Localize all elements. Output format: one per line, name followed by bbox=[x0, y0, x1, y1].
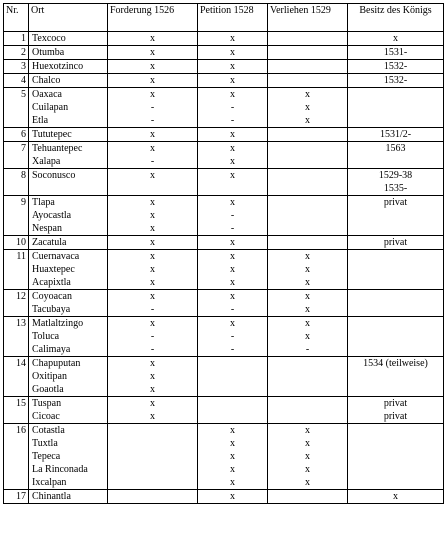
cell-forderung: x bbox=[108, 209, 198, 222]
cell-verliehen: x bbox=[268, 437, 348, 450]
header-verliehen: Verliehen 1529 bbox=[268, 4, 348, 32]
table-row bbox=[4, 114, 444, 128]
cell-petition: x bbox=[198, 490, 268, 504]
cell-ort: Coyoacan bbox=[29, 290, 108, 304]
table-row bbox=[4, 276, 444, 290]
cell-verliehen bbox=[268, 397, 348, 411]
cell-verliehen bbox=[268, 357, 348, 371]
table-row bbox=[4, 383, 444, 397]
cell-petition: x bbox=[198, 32, 268, 46]
cell-verliehen: x bbox=[268, 101, 348, 114]
cell-verliehen: x bbox=[268, 114, 348, 128]
cell-verliehen: x bbox=[268, 290, 348, 304]
table-row bbox=[4, 88, 444, 102]
cell-petition: - bbox=[198, 222, 268, 236]
cell-verliehen bbox=[268, 196, 348, 210]
cell-verliehen: x bbox=[268, 450, 348, 463]
table-row bbox=[4, 343, 444, 357]
cell-forderung bbox=[108, 182, 198, 196]
cell-ort: Cicoac bbox=[29, 410, 108, 424]
cell-besitz: privat bbox=[348, 397, 444, 411]
cell-petition: - bbox=[198, 209, 268, 222]
cell-nr: 5 bbox=[4, 88, 29, 102]
cell-forderung: x bbox=[108, 383, 198, 397]
cell-besitz bbox=[348, 424, 444, 438]
cell-forderung: x bbox=[108, 370, 198, 383]
table-row bbox=[4, 128, 444, 142]
cell-forderung: x bbox=[108, 250, 198, 264]
cell-ort: Huaxtepec bbox=[29, 263, 108, 276]
cell-besitz bbox=[348, 290, 444, 304]
table-row bbox=[4, 250, 444, 264]
cell-verliehen bbox=[268, 209, 348, 222]
cell-nr bbox=[4, 343, 29, 357]
cell-besitz: 1531/2- bbox=[348, 128, 444, 142]
table-row bbox=[4, 397, 444, 411]
cell-nr bbox=[4, 276, 29, 290]
cell-forderung: - bbox=[108, 343, 198, 357]
cell-verliehen: x bbox=[268, 317, 348, 331]
header-nr: Nr. bbox=[4, 4, 29, 32]
cell-petition: x bbox=[198, 74, 268, 88]
cell-ort: Tututepec bbox=[29, 128, 108, 142]
cell-besitz: privat bbox=[348, 236, 444, 250]
cell-petition bbox=[198, 182, 268, 196]
table-row bbox=[4, 290, 444, 304]
cell-verliehen: x bbox=[268, 463, 348, 476]
cell-verliehen bbox=[268, 60, 348, 74]
cell-verliehen: - bbox=[268, 343, 348, 357]
cell-nr bbox=[4, 114, 29, 128]
cell-verliehen bbox=[268, 155, 348, 169]
cell-nr: 2 bbox=[4, 46, 29, 60]
cell-nr: 9 bbox=[4, 196, 29, 210]
cell-petition: - bbox=[198, 114, 268, 128]
cell-nr bbox=[4, 330, 29, 343]
cell-forderung bbox=[108, 476, 198, 490]
cell-nr: 6 bbox=[4, 128, 29, 142]
table-row bbox=[4, 236, 444, 250]
cell-ort: Tepeca bbox=[29, 450, 108, 463]
table-row bbox=[4, 142, 444, 156]
cell-besitz bbox=[348, 155, 444, 169]
cell-nr: 17 bbox=[4, 490, 29, 504]
cell-verliehen bbox=[268, 169, 348, 183]
cell-forderung: x bbox=[108, 60, 198, 74]
cell-besitz bbox=[348, 114, 444, 128]
cell-petition: - bbox=[198, 303, 268, 317]
cell-ort: Otumba bbox=[29, 46, 108, 60]
cell-besitz bbox=[348, 250, 444, 264]
cell-petition: - bbox=[198, 330, 268, 343]
cell-besitz bbox=[348, 450, 444, 463]
cell-ort: Tacubaya bbox=[29, 303, 108, 317]
cell-ort bbox=[29, 182, 108, 196]
cell-besitz: 1532- bbox=[348, 60, 444, 74]
cell-nr bbox=[4, 222, 29, 236]
table-row bbox=[4, 424, 444, 438]
cell-besitz: x bbox=[348, 32, 444, 46]
cell-ort: Ayocastla bbox=[29, 209, 108, 222]
table-row bbox=[4, 330, 444, 343]
cell-ort: Matlaltzingo bbox=[29, 317, 108, 331]
table-body bbox=[4, 32, 444, 504]
cell-petition: x bbox=[198, 88, 268, 102]
cell-petition: x bbox=[198, 276, 268, 290]
cell-besitz bbox=[348, 276, 444, 290]
cell-forderung: x bbox=[108, 142, 198, 156]
table-row bbox=[4, 46, 444, 60]
cell-nr: 15 bbox=[4, 397, 29, 411]
cell-petition: x bbox=[198, 46, 268, 60]
cell-petition: x bbox=[198, 60, 268, 74]
cell-ort: Tlapa bbox=[29, 196, 108, 210]
cell-forderung: x bbox=[108, 357, 198, 371]
cell-forderung: x bbox=[108, 317, 198, 331]
cell-petition: x bbox=[198, 155, 268, 169]
cell-verliehen: x bbox=[268, 276, 348, 290]
cell-verliehen bbox=[268, 370, 348, 383]
cell-verliehen bbox=[268, 182, 348, 196]
cell-forderung: x bbox=[108, 263, 198, 276]
cell-ort: Tehuantepec bbox=[29, 142, 108, 156]
cell-forderung: x bbox=[108, 410, 198, 424]
cell-petition: x bbox=[198, 476, 268, 490]
table-row bbox=[4, 101, 444, 114]
cell-forderung: - bbox=[108, 101, 198, 114]
cell-verliehen bbox=[268, 32, 348, 46]
cell-verliehen bbox=[268, 128, 348, 142]
cell-forderung: x bbox=[108, 88, 198, 102]
cell-nr bbox=[4, 263, 29, 276]
cell-petition bbox=[198, 397, 268, 411]
cell-nr bbox=[4, 182, 29, 196]
cell-verliehen: x bbox=[268, 476, 348, 490]
cell-forderung: x bbox=[108, 32, 198, 46]
cell-verliehen bbox=[268, 46, 348, 60]
cell-ort: Oaxaca bbox=[29, 88, 108, 102]
table-row bbox=[4, 317, 444, 331]
cell-besitz bbox=[348, 222, 444, 236]
cell-ort: Tuspan bbox=[29, 397, 108, 411]
cell-forderung: - bbox=[108, 114, 198, 128]
cell-ort: Xalapa bbox=[29, 155, 108, 169]
cell-nr bbox=[4, 303, 29, 317]
cell-nr: 1 bbox=[4, 32, 29, 46]
cell-petition: - bbox=[198, 343, 268, 357]
cell-ort: La Rinconada bbox=[29, 463, 108, 476]
cell-petition bbox=[198, 383, 268, 397]
cell-ort: Zacatula bbox=[29, 236, 108, 250]
cell-ort: Chinantla bbox=[29, 490, 108, 504]
cell-ort: Chalco bbox=[29, 74, 108, 88]
cell-besitz bbox=[348, 317, 444, 331]
cell-petition: x bbox=[198, 128, 268, 142]
cell-besitz: 1535- bbox=[348, 182, 444, 196]
cell-nr bbox=[4, 370, 29, 383]
cell-besitz bbox=[348, 303, 444, 317]
table-row bbox=[4, 32, 444, 46]
cell-nr: 7 bbox=[4, 142, 29, 156]
cell-forderung: x bbox=[108, 169, 198, 183]
cell-forderung bbox=[108, 424, 198, 438]
cell-besitz bbox=[348, 263, 444, 276]
cell-verliehen: x bbox=[268, 424, 348, 438]
cell-ort: Soconusco bbox=[29, 169, 108, 183]
cell-ort: Nespan bbox=[29, 222, 108, 236]
cell-besitz: 1534 (teilweise) bbox=[348, 357, 444, 371]
table-row bbox=[4, 463, 444, 476]
cell-besitz: 1563 bbox=[348, 142, 444, 156]
cell-petition: x bbox=[198, 196, 268, 210]
cell-forderung: x bbox=[108, 46, 198, 60]
cell-nr: 12 bbox=[4, 290, 29, 304]
cell-besitz: privat bbox=[348, 196, 444, 210]
cell-forderung: x bbox=[108, 74, 198, 88]
cell-petition: x bbox=[198, 290, 268, 304]
cell-petition: x bbox=[198, 424, 268, 438]
cell-ort: Goaotla bbox=[29, 383, 108, 397]
cell-nr: 4 bbox=[4, 74, 29, 88]
table-row bbox=[4, 370, 444, 383]
cell-verliehen bbox=[268, 142, 348, 156]
cell-forderung: x bbox=[108, 276, 198, 290]
cell-nr bbox=[4, 410, 29, 424]
table-row bbox=[4, 60, 444, 74]
header-besitz: Besitz des Königs bbox=[348, 4, 444, 32]
cell-petition bbox=[198, 370, 268, 383]
cell-petition bbox=[198, 410, 268, 424]
cell-nr: 13 bbox=[4, 317, 29, 331]
cell-petition: x bbox=[198, 169, 268, 183]
encomienda-table bbox=[3, 3, 444, 504]
cell-besitz bbox=[348, 343, 444, 357]
table-row bbox=[4, 155, 444, 169]
cell-petition: x bbox=[198, 142, 268, 156]
cell-ort: Cuilapan bbox=[29, 101, 108, 114]
cell-petition: x bbox=[198, 317, 268, 331]
cell-ort: Chapuputan bbox=[29, 357, 108, 371]
cell-ort: Oxitipan bbox=[29, 370, 108, 383]
cell-nr bbox=[4, 437, 29, 450]
cell-besitz bbox=[348, 330, 444, 343]
cell-petition: x bbox=[198, 236, 268, 250]
table-row bbox=[4, 196, 444, 210]
cell-nr bbox=[4, 155, 29, 169]
cell-petition: x bbox=[198, 263, 268, 276]
cell-verliehen: x bbox=[268, 263, 348, 276]
table-row bbox=[4, 263, 444, 276]
cell-forderung bbox=[108, 490, 198, 504]
table-row bbox=[4, 303, 444, 317]
cell-forderung: x bbox=[108, 196, 198, 210]
cell-nr bbox=[4, 476, 29, 490]
cell-besitz bbox=[348, 463, 444, 476]
cell-besitz: 1532- bbox=[348, 74, 444, 88]
cell-besitz bbox=[348, 209, 444, 222]
cell-nr bbox=[4, 383, 29, 397]
cell-forderung bbox=[108, 463, 198, 476]
cell-ort: Texcoco bbox=[29, 32, 108, 46]
cell-verliehen: x bbox=[268, 330, 348, 343]
cell-petition: - bbox=[198, 101, 268, 114]
cell-besitz bbox=[348, 101, 444, 114]
header-petition: Petition 1528 bbox=[198, 4, 268, 32]
cell-forderung bbox=[108, 450, 198, 463]
cell-forderung: - bbox=[108, 303, 198, 317]
cell-verliehen bbox=[268, 490, 348, 504]
cell-verliehen bbox=[268, 410, 348, 424]
table-row bbox=[4, 357, 444, 371]
cell-forderung: x bbox=[108, 222, 198, 236]
cell-ort: Huexotzinco bbox=[29, 60, 108, 74]
cell-ort: Toluca bbox=[29, 330, 108, 343]
header-ort: Ort bbox=[29, 4, 108, 32]
cell-verliehen: x bbox=[268, 250, 348, 264]
table-row bbox=[4, 450, 444, 463]
table-row bbox=[4, 222, 444, 236]
cell-besitz: x bbox=[348, 490, 444, 504]
cell-forderung: - bbox=[108, 330, 198, 343]
table-row bbox=[4, 209, 444, 222]
cell-nr: 3 bbox=[4, 60, 29, 74]
cell-nr bbox=[4, 463, 29, 476]
cell-verliehen bbox=[268, 383, 348, 397]
cell-nr: 10 bbox=[4, 236, 29, 250]
table-row bbox=[4, 74, 444, 88]
cell-ort: Cuernavaca bbox=[29, 250, 108, 264]
table-row bbox=[4, 437, 444, 450]
cell-forderung bbox=[108, 437, 198, 450]
cell-nr bbox=[4, 209, 29, 222]
cell-besitz: 1529-38 bbox=[348, 169, 444, 183]
cell-verliehen bbox=[268, 222, 348, 236]
cell-petition: x bbox=[198, 450, 268, 463]
cell-ort: Ixcalpan bbox=[29, 476, 108, 490]
cell-ort: Etla bbox=[29, 114, 108, 128]
cell-petition: x bbox=[198, 437, 268, 450]
cell-petition: x bbox=[198, 463, 268, 476]
cell-verliehen bbox=[268, 236, 348, 250]
cell-verliehen: x bbox=[268, 88, 348, 102]
table-row bbox=[4, 182, 444, 196]
header-row bbox=[4, 4, 444, 32]
table-row bbox=[4, 490, 444, 504]
cell-forderung: x bbox=[108, 236, 198, 250]
table-row bbox=[4, 476, 444, 490]
cell-nr bbox=[4, 450, 29, 463]
cell-ort: Acapixtla bbox=[29, 276, 108, 290]
cell-forderung: - bbox=[108, 155, 198, 169]
cell-nr: 16 bbox=[4, 424, 29, 438]
cell-besitz bbox=[348, 370, 444, 383]
cell-verliehen bbox=[268, 74, 348, 88]
cell-nr: 8 bbox=[4, 169, 29, 183]
cell-besitz bbox=[348, 476, 444, 490]
table-row bbox=[4, 410, 444, 424]
cell-besitz: 1531- bbox=[348, 46, 444, 60]
cell-besitz: privat bbox=[348, 410, 444, 424]
cell-nr: 11 bbox=[4, 250, 29, 264]
cell-besitz bbox=[348, 88, 444, 102]
cell-ort: Tuxtla bbox=[29, 437, 108, 450]
cell-nr: 14 bbox=[4, 357, 29, 371]
cell-ort: Calimaya bbox=[29, 343, 108, 357]
header-forderung: Forderung 1526 bbox=[108, 4, 198, 32]
cell-petition bbox=[198, 357, 268, 371]
cell-nr bbox=[4, 101, 29, 114]
cell-besitz bbox=[348, 383, 444, 397]
cell-ort: Cotastla bbox=[29, 424, 108, 438]
cell-verliehen: x bbox=[268, 303, 348, 317]
cell-forderung: x bbox=[108, 128, 198, 142]
cell-besitz bbox=[348, 437, 444, 450]
table-row bbox=[4, 169, 444, 183]
cell-forderung: x bbox=[108, 290, 198, 304]
cell-forderung: x bbox=[108, 397, 198, 411]
cell-petition: x bbox=[198, 250, 268, 264]
